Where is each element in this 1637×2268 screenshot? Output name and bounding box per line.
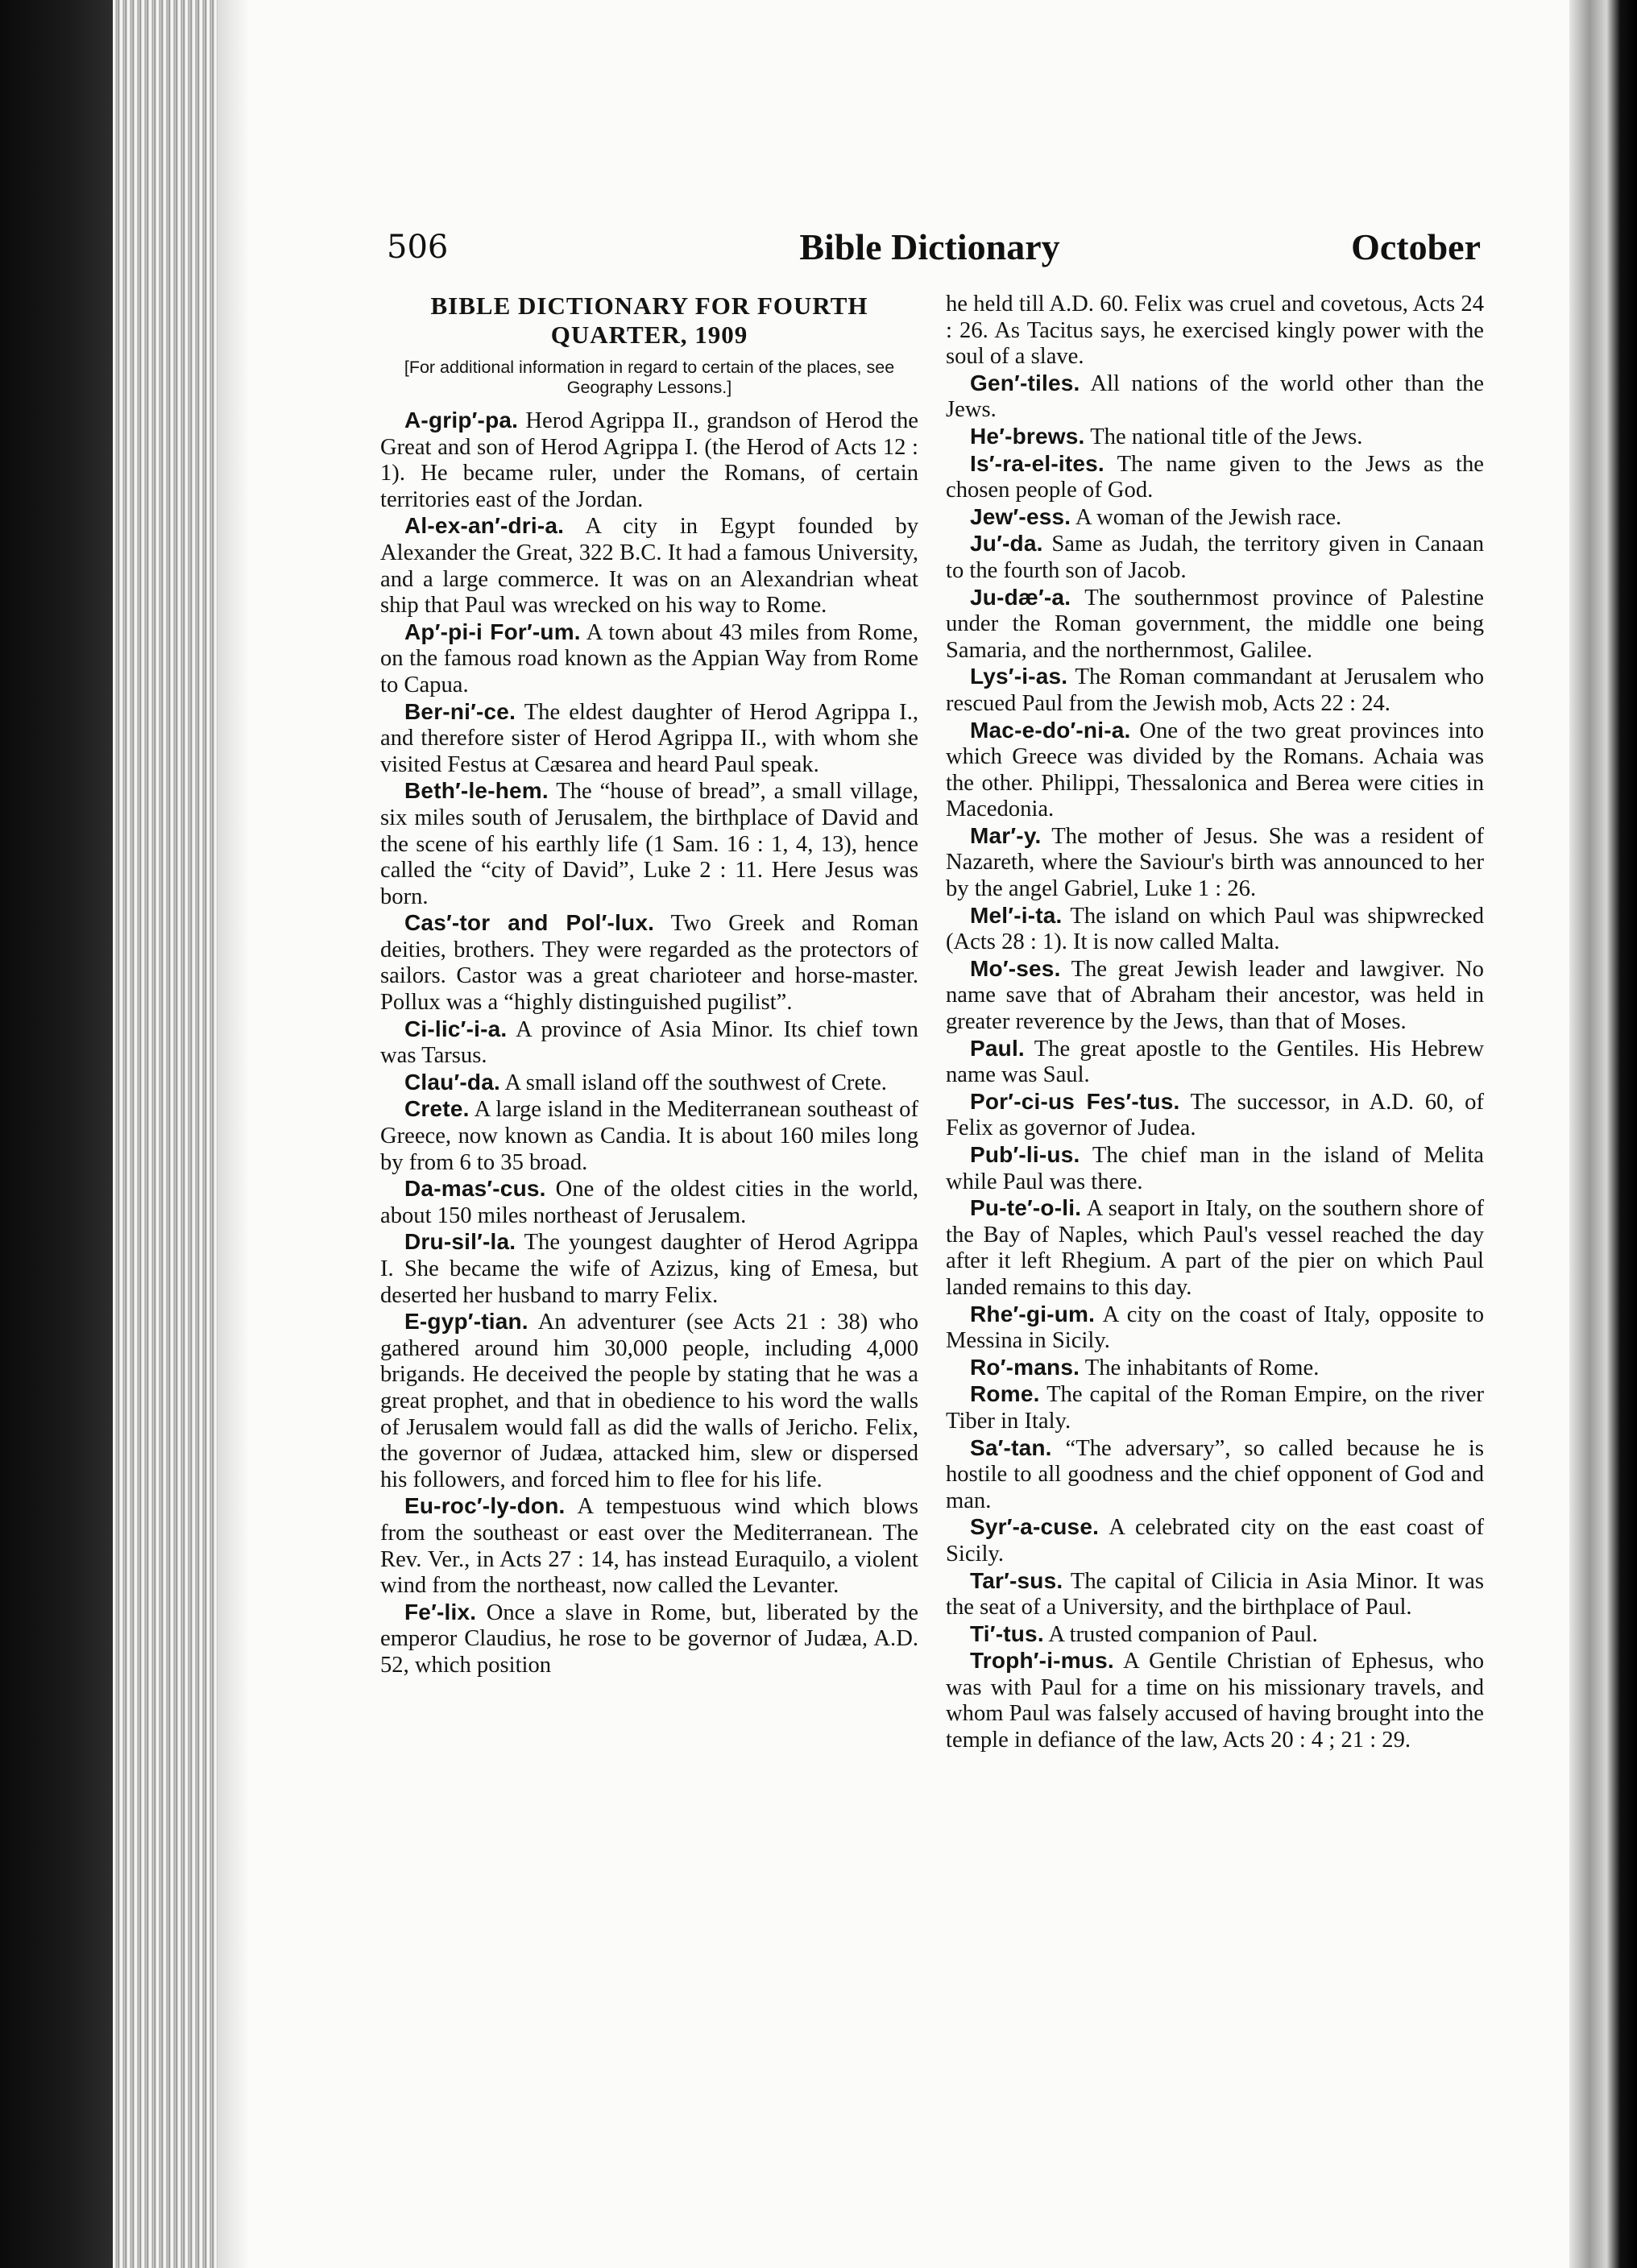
entry-term: Mel′-i-ta. (970, 902, 1063, 928)
dictionary-entry (380, 1096, 918, 1176)
dictionary-entry (946, 1195, 1484, 1301)
entry-term: Gen′-tiles. (970, 370, 1080, 395)
entry-term: Mac-e-do′-ni-a. (970, 717, 1131, 743)
book-spine-shadow (0, 0, 113, 2268)
entry-definition: The great Jewish leader and lawgiver. No name save that of Abraham their ancestor, was held in greater reverence by the Jews, than that of Moses. (946, 956, 1484, 1035)
entry-term: Eu-roc′-ly-don. (404, 1493, 566, 1519)
dictionary-entry (946, 1381, 1484, 1434)
entry-term: Ti′-tus. (970, 1620, 1044, 1646)
entry-term: Clau′-da. (404, 1069, 500, 1095)
entry-term: Al-ex-an′-dri-a. (404, 513, 565, 539)
dictionary-entry (946, 956, 1484, 1036)
entry-term: Mar′-y. (970, 822, 1042, 848)
entry-definition: The southernmost province of Palestine under the Roman government, the middle one being Samaria, and the northernmost, Galilee. (946, 585, 1484, 663)
entry-term: E-gyp′-tian. (404, 1309, 528, 1335)
entry-definition: Same as Judah, the territory given in Canaan to the fourth son of Jacob. (946, 532, 1484, 583)
running-title: Bible Dictionary (799, 226, 1060, 267)
entry-definition: The island on which Paul was shipwrecked (Acts 28 : 1). It is now called Malta. (946, 903, 1484, 955)
dictionary-entry (380, 1493, 918, 1599)
dictionary-entry (380, 1176, 918, 1229)
dictionary-entry (380, 619, 918, 699)
entry-term: He′-brews. (970, 423, 1085, 449)
dictionary-entry (946, 424, 1484, 451)
entry-term: Jew′-ess. (970, 503, 1071, 529)
dictionary-entry (946, 370, 1484, 424)
entry-term: Ju′-da. (970, 531, 1043, 557)
dictionary-entry (946, 1514, 1484, 1567)
dictionary-entry (380, 910, 918, 1016)
entry-term: Lys′-i-as. (970, 664, 1068, 689)
left-entry-list (380, 408, 918, 1679)
dictionary-entry (946, 451, 1484, 504)
dictionary-entry (946, 1089, 1484, 1142)
dictionary-entry (946, 664, 1484, 717)
entry-term: Dru-sil′-la. (404, 1229, 516, 1255)
right-page-edge (1569, 0, 1637, 2268)
entry-term: Paul. (970, 1035, 1025, 1061)
page-number: 506 (387, 229, 449, 266)
entry-term: Da-mas′-cus. (404, 1176, 546, 1202)
dictionary-entry (946, 1568, 1484, 1621)
entry-definition: Herod Agrippa II., grandson of Herod the Great and son of Herod Agrippa I. (the Herod of Acts 12 : 1). He became ruler, under the Romans, of certain territories east of the Jordan. (380, 408, 918, 512)
dictionary-entry (946, 823, 1484, 903)
dictionary-entry (380, 408, 918, 513)
entry-definition: A trusted companion of Paul. (1048, 1621, 1318, 1647)
entry-definition: The name given to the Jews as the chosen people of God. (946, 451, 1484, 503)
entry-term: A-grip′-pa. (404, 408, 519, 432)
entry-definition: The chief man in the island of Melita while Paul was there. (946, 1143, 1484, 1194)
entry-definition: The youngest daughter of Herod Agrippa I. She became the wife of Azizus, king of Emesa, but deserted her husband to marry Felix. (380, 1230, 918, 1308)
dictionary-entry (380, 513, 918, 619)
dictionary-entry (380, 1016, 918, 1070)
entry-definition: Two Greek and Roman deities, brothers. They were regarded as the protectors of sailors. Castor was a great charioteer and horse-master. Pollux was a “highly distinguished pugilist”. (380, 911, 918, 1016)
entry-definition: The inhabitants of Rome. (1084, 1355, 1320, 1380)
dictionary-entry (380, 1229, 918, 1309)
gutter-shadow (218, 0, 250, 2268)
dictionary-entry (946, 1036, 1484, 1089)
entry-term: Crete. (404, 1096, 470, 1122)
entry-definition: One of the oldest cities in the world, about 150 miles northeast of Jerusalem. (380, 1177, 918, 1228)
dictionary-entry (380, 699, 918, 779)
entry-definition: Once a slave in Rome, but, liberated by the emperor Claudius, he rose to be governor of Judæa, A.D. 52, which position (380, 1600, 918, 1678)
dictionary-entry (380, 1070, 918, 1097)
right-column (946, 292, 1484, 1754)
felix-entry-continuation: he held till A.D. 60. Felix was cruel and covetous, Acts 24 : 26. As Tacitus says, he exercised kingly power with the soul of a slave. (946, 292, 1484, 370)
entry-definition: The capital of Cilicia in Asia Minor. It was the seat of a University, and the birthplace of Paul. (946, 1568, 1484, 1620)
running-month: October (1351, 226, 1481, 267)
dictionary-entry (946, 1142, 1484, 1195)
heading-line-2: QUARTER, 1909 (550, 321, 748, 349)
dictionary-entry (946, 1621, 1484, 1649)
dictionary-entry (946, 1302, 1484, 1355)
dictionary-entry (380, 778, 918, 910)
left-column (380, 292, 918, 1679)
entry-term: Rhe′-gi-um. (970, 1301, 1096, 1326)
right-entry-list (946, 370, 1484, 1754)
dictionary-entry (946, 1355, 1484, 1382)
entry-term: Fe′-lix. (404, 1599, 477, 1624)
geography-note: [For additional information in regard to certain of the places, see Geography Lessons.] (404, 358, 895, 397)
entry-definition: The national title of the Jews. (1090, 424, 1363, 449)
dictionary-entry (946, 531, 1484, 584)
entry-definition: The mother of Jesus. She was a resident of Nazareth, where the Saviour's birth was announced to her by the angel Gabriel, Luke 1 : 26. (946, 823, 1484, 902)
entry-term: Mo′-ses. (970, 955, 1061, 981)
running-head (379, 226, 1481, 290)
page-edges-stack (113, 0, 218, 2268)
entry-term: Ro′-mans. (970, 1354, 1080, 1380)
entry-term: Ju-dæ′-a. (970, 584, 1071, 610)
entry-term: Beth′-le-hem. (404, 778, 549, 804)
entry-definition: A city in Egypt founded by Alexander the Great, 322 B.C. It had a famous University, and a large commerce. It was on an Alexandrian wheat ship that Paul was wrecked on his way to Rome. (380, 514, 918, 619)
entry-definition: A Gentile Christian of Ephesus, who was with Paul for a time on his missionary travels, and whom Paul was falsely accused of having brought into the temple in defiance of the law, Acts 20 : 4 ; 21 : 29. (946, 1649, 1484, 1753)
dictionary-entry (946, 504, 1484, 532)
entry-definition: An adventurer (see Acts 21 : 38) who gathered around him 30,000 people, including 4,000 brigands. He deceived the people by stating that he was a great prophet, and that in obedience to his word the walls of Jerusalem would fall as did the walls of Jericho. Felix, the governor of Judæa, attacked him, slew or dispersed his followers, and forced him to flee for his life. (380, 1310, 918, 1492)
entry-term: Rome. (970, 1381, 1040, 1407)
entry-term: Ap′-pi-i For′-um. (404, 619, 581, 644)
entry-definition: All nations of the world other than the Jews. (946, 370, 1484, 423)
entry-definition: A tempestuous wind which blows from the southeast or east over the Mediterranean. The Rev. Ver., in Acts 27 : 14, has instead Euraquilo, a violent wind from the northeast, now called the Levanter. (380, 1494, 918, 1599)
dictionary-entry (946, 718, 1484, 823)
entry-term: Sa′-tan. (970, 1434, 1052, 1460)
entry-definition: A town about 43 miles from Rome, on the famous road known as the Appian Way from Rome to Capua. (380, 619, 919, 697)
entry-definition: A woman of the Jewish race. (1075, 504, 1342, 530)
entry-term: Syr′-a-cuse. (970, 1514, 1100, 1540)
entry-term: Ber-ni′-ce. (404, 698, 516, 724)
entry-definition: The “house of bread”, a small village, six miles south of Jerusalem, the birthplace of David and the scene of his earthly life (1 Sam. 16 : 1, 4, 13), hence called the “city of David”, Luke 2 : 11. Here Jesus was born. (380, 779, 918, 909)
entry-definition: The eldest daughter of Herod Agrippa I., and therefore sister of Herod Agrippa II., with whom she visited Festus at Cæsarea and heard Paul speak. (380, 699, 918, 777)
entry-definition: The great apostle to the Gentiles. His Hebrew name was Saul. (946, 1036, 1484, 1088)
entry-definition: A city on the coast of Italy, opposite to Messina in Sicily. (946, 1302, 1485, 1354)
dictionary-entry (946, 585, 1484, 664)
entry-term: Ci-lic′-i-a. (404, 1016, 508, 1041)
entry-term: Tar′-sus. (970, 1567, 1063, 1593)
entry-definition: One of the two great provinces into which Greece was divided by the Romans. Achaia was the other. Philippi, Thessalonica and Berea were cities in Macedonia. (946, 718, 1484, 822)
dictionary-entry (946, 903, 1484, 956)
dictionary-entry (380, 1309, 918, 1493)
entry-definition: The successor, in A.D. 60, of Felix as governor of Judea. (946, 1089, 1484, 1141)
entry-definition: A province of Asia Minor. Its chief town was Tarsus. (380, 1016, 918, 1069)
entry-term: Pub′-li-us. (970, 1142, 1080, 1167)
dictionary-entry (946, 1648, 1484, 1753)
entry-term: Pu-te′-o-li. (970, 1195, 1082, 1221)
dictionary-heading (380, 292, 918, 350)
entry-definition: The capital of the Roman Empire, on the river Tiber in Italy. (946, 1382, 1484, 1434)
entry-term: Por′-ci-us Fes′-tus. (970, 1088, 1180, 1114)
entry-term: Troph′-i-mus. (970, 1648, 1114, 1674)
dictionary-entry (380, 1600, 918, 1679)
entry-definition: A small island off the southwest of Crete. (504, 1070, 887, 1095)
entry-definition: “The adversary”, so called because he is hostile to all goodness and the chief opponent of God and man. (946, 1435, 1484, 1513)
entry-definition: The Roman commandant at Jerusalem who rescued Paul from the Jewish mob, Acts 22 : 24. (946, 664, 1484, 716)
heading-line-1: BIBLE DICTIONARY FOR FOURTH (430, 292, 868, 320)
entry-term: Cas′-tor and Pol′-lux. (404, 910, 655, 936)
entry-definition: A celebrated city on the east coast of Sicily. (946, 1515, 1485, 1566)
entry-term: Is′-ra-el-ites. (970, 450, 1104, 476)
entry-definition: A large island in the Mediterranean southeast of Greece, now known as Candia. It is about 160 miles long by from 6 to 35 broad. (380, 1097, 919, 1175)
entry-definition: A seaport in Italy, on the southern shore of the Bay of Naples, which Paul's vessel reached the day after it left Rhegium. A part of the pier on which Paul landed remains to this day. (946, 1196, 1484, 1300)
dictionary-entry (946, 1435, 1484, 1515)
